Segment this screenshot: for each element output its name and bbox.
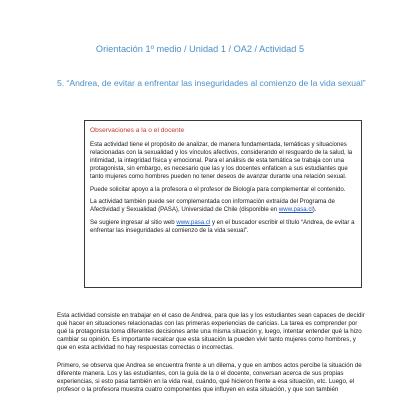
teacher-notes-paragraph: [90, 219, 356, 235]
breadcrumb: Orientación 1º medio / Unidad 1 / OA2 / Actividad 5: [95, 44, 305, 54]
teacher-notes-box: [84, 120, 362, 288]
teacher-notes-paragraph: [90, 198, 356, 214]
text-segment: ).: [312, 206, 317, 214]
text-segment: y en el buscador escribir el título “Andrea, de evitar a enfrentar las inseguridades al comienzo de la vida sexual”.: [90, 218, 355, 234]
pasa-link[interactable]: www.pasa.cl: [278, 206, 313, 214]
body-paragraph: Esta actividad consiste en trabajar en el caso de Andrea, para que las y los estudiantes sean capaces de decidir qué hacer en situaciones relacionadas con las primeras experiencias de caricias. La tarea es comprender por qué la protagonista toma diferentes decisiones ante una misma situación y, luego, intentar entender qué la hizo cambiar su opinión. Es importante recalcar que esta situación la pueden vivir tanto mujeres como hombres, y que en esta actividad no hay respuestas correctas o incorrectas.: [57, 312, 365, 352]
teacher-notes-paragraph: Esta actividad tiene el propósito de analizar, de manera fundamentada, temáticas y situaciones relacionadas con la sexualidad y los vínculos afectivos, considerando el resguardo de la salud, la intimidad, la integridad física y emocional. Para el análisis de esta temática se trabaja con una protagonista, sin embargo, es necesario que las y los docentes enfaticen a sus estudiantes que tanto mujeres como hombres pueden no tener deseos de avanzar durante una relación sexual.: [90, 141, 353, 180]
teacher-notes-title: Observaciones a la o el docente: [90, 127, 185, 134]
teacher-notes-paragraph: Puede solicitar apoyo a la profesora o el profesor de Biología para complementar el contenido.: [90, 185, 346, 193]
text-segment: La actividad también puede ser complementada con información extraída del Programa de Afectividad y Sexualidad (PASA), Universidad de Chile (disponible en: [90, 198, 335, 214]
section-title: 5. “Andrea, de evitar a enfrentar las inseguridades al comienzo de la vida sexual”: [57, 78, 366, 88]
text-segment: Se sugiere ingresar al sitio web: [90, 218, 177, 226]
body-paragraph: Primero, se observa que Andrea se encuentra frente a un dilema, y que en ambos actos percibe la situación de diferente manera. Los y las estudiantes, con la guía de la o el docente, conversan acerca de sus propias experiencias, si esto pasa también en la vida real, cuándo, qué hicieron frente a esa situación, etc. Luego, el profesor o la profesora muestra cuatro componentes que influyen en esta situación, y que son también: [57, 362, 362, 394]
pasa-link[interactable]: www.pasa.cl: [176, 218, 211, 226]
